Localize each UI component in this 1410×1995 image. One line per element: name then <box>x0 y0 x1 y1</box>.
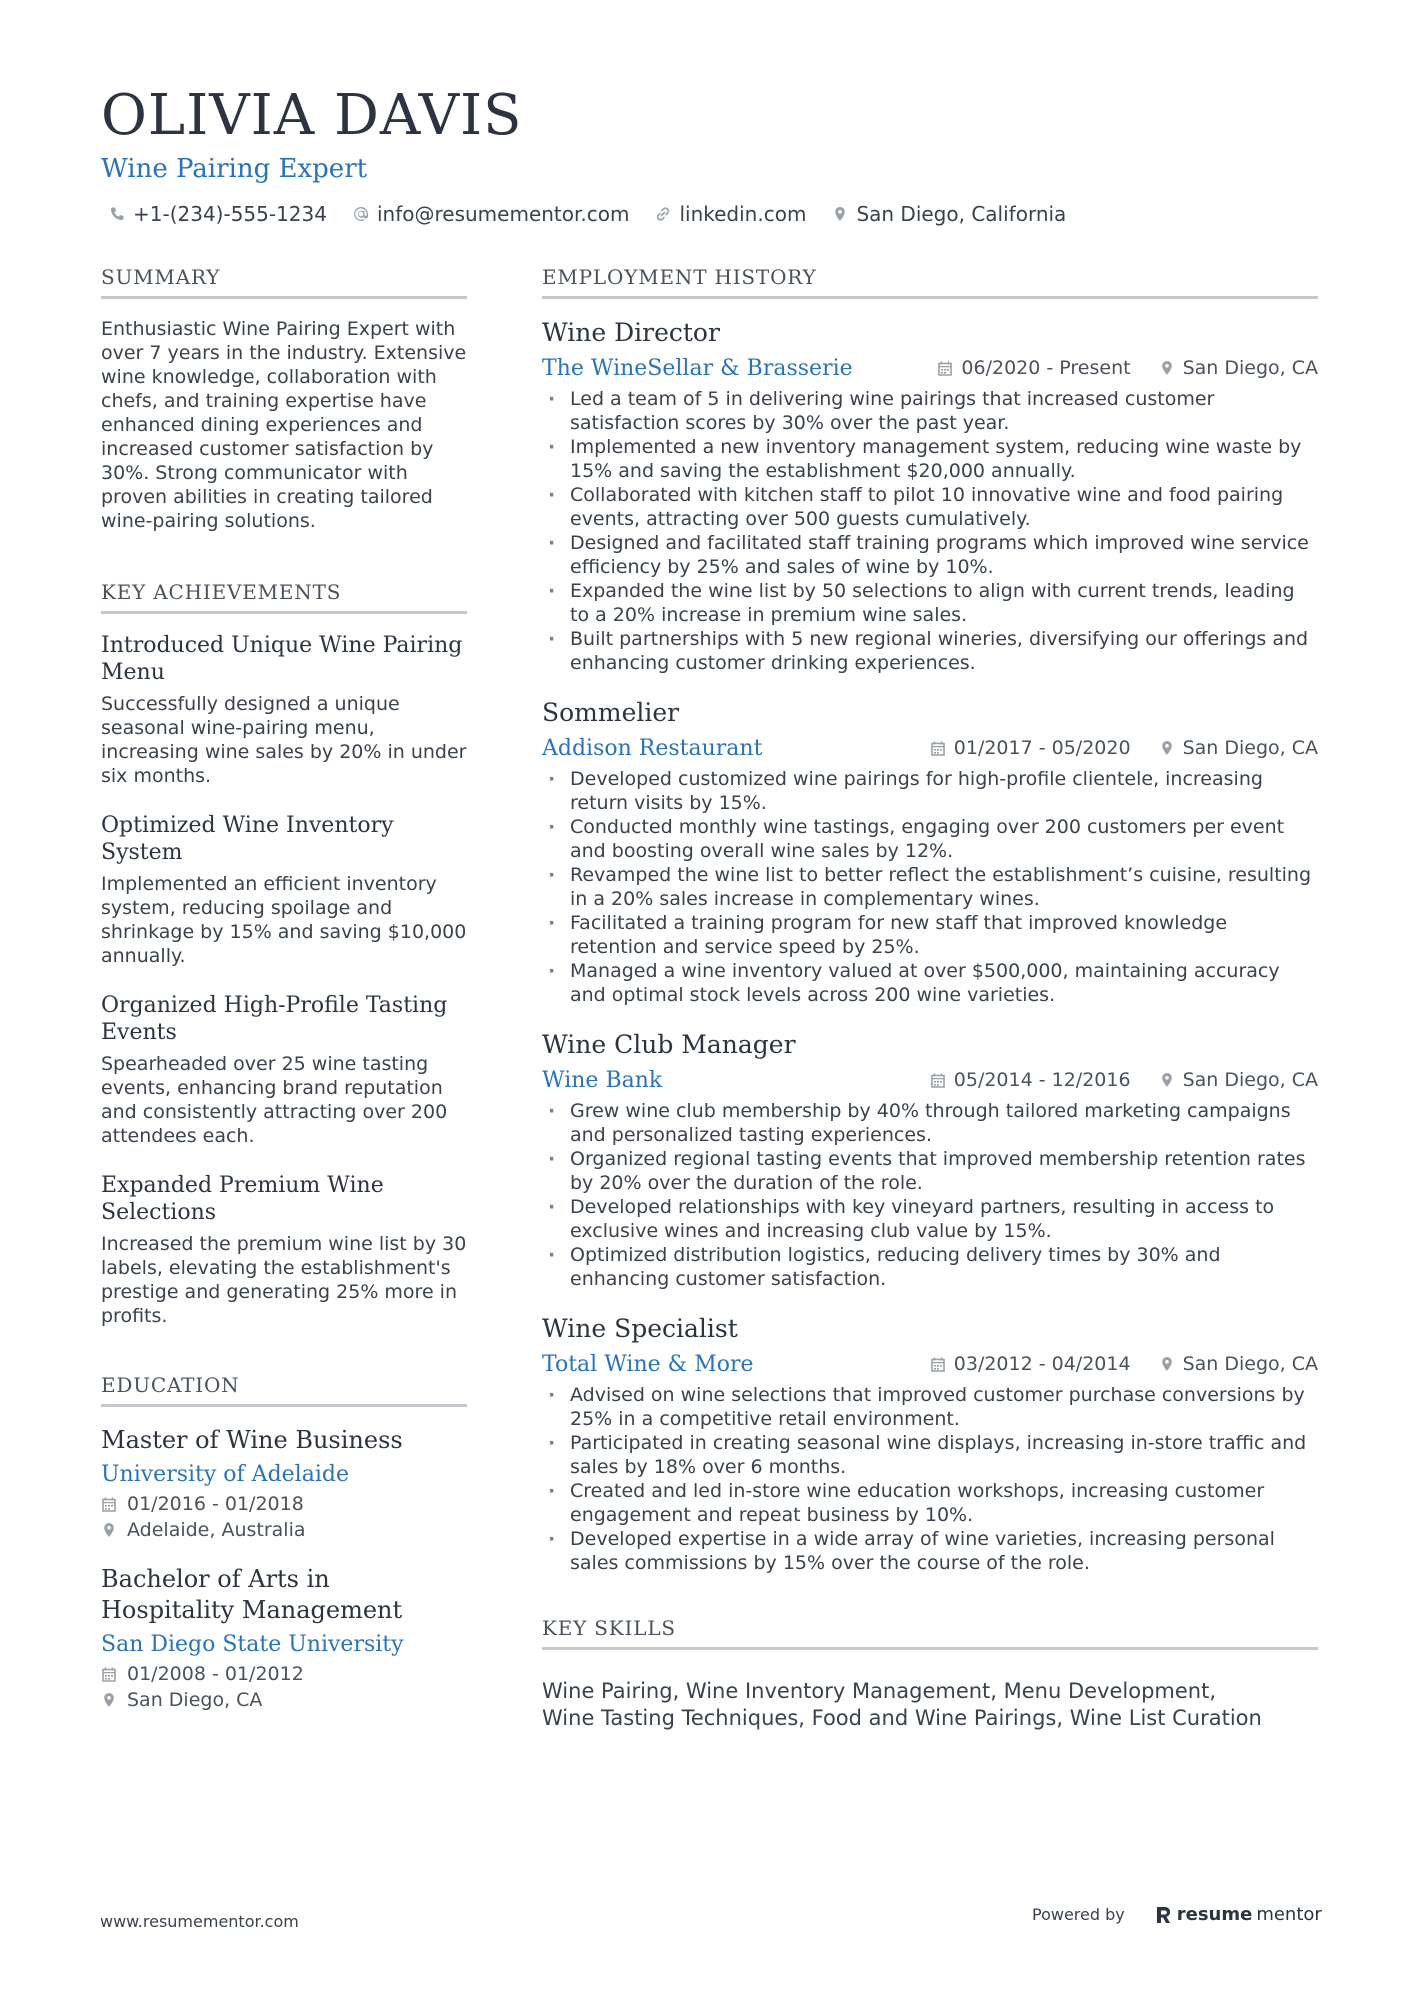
dates-text: 01/2008 - 01/2012 <box>127 1663 304 1685</box>
footer-branding <box>1032 1904 1322 1925</box>
job-bullet: · Implemented a new inventory management system, reducing wine waste by 15% and saving the establishment $20,000 annually. <box>542 435 1318 483</box>
dates-text: 01/2016 - 01/2018 <box>127 1493 304 1515</box>
job-entry <box>542 1313 1318 1575</box>
map-pin-icon <box>101 1692 117 1708</box>
education-location <box>101 1518 467 1542</box>
contact-location <box>832 202 1066 226</box>
map-pin-icon <box>1159 1356 1175 1372</box>
job-bullets <box>542 1383 1318 1575</box>
job-location <box>1159 1069 1318 1091</box>
brand-logo[interactable] <box>1155 1904 1322 1925</box>
job-meta <box>542 353 1318 383</box>
job-bullet: · Facilitated a training program for new staff that improved knowledge retention and service speed by 25%. <box>542 911 1318 959</box>
job-bullet: · Grew wine club membership by 40% through tailored marketing campaigns and personalized tasting experiences. <box>542 1099 1318 1147</box>
achievement-desc: Implemented an efficient inventory system, reducing spoilage and shrinkage by 15% and saving $10,000 annually. <box>101 873 467 967</box>
job-location <box>1159 737 1318 759</box>
degree-title: Bachelor of Arts in Hospitality Management <box>101 1565 403 1624</box>
job-bullet: · Optimized distribution logistics, reducing delivery times by 30% and enhancing customer satisfaction. <box>542 1243 1318 1291</box>
company-name: Wine Bank <box>542 1067 663 1093</box>
job-bullet: · Participated in creating seasonal wine displays, increasing in-store traffic and sales by 18% over 6 months. <box>542 1431 1318 1479</box>
resume-header <box>101 84 1321 226</box>
summary-heading: SUMMARY <box>101 264 467 299</box>
contact-linkedin[interactable] <box>655 202 806 226</box>
contact-bar <box>101 202 1321 226</box>
map-pin-icon <box>1159 360 1175 376</box>
calendar-icon <box>937 360 953 376</box>
achievement-item <box>101 992 467 1148</box>
education-item <box>101 1564 467 1712</box>
achievement-desc: Increased the premium wine list by 30 labels, elevating the establishment's prestige and generating 25% more in profits. <box>101 1233 467 1327</box>
achievement-title: Optimized Wine Inventory System <box>101 813 394 865</box>
job-bullet: · Managed a wine inventory valued at over $500,000, maintaining accuracy and optimal stock levels across 200 wine varieties. <box>542 959 1318 1007</box>
job-bullet: · Advised on wine selections that improved customer purchase conversions by 25% in a competitive retail environment. <box>542 1383 1318 1431</box>
job-role: Sommelier <box>542 698 680 727</box>
achievement-title: Expanded Premium Wine Selections <box>101 1173 384 1225</box>
job-bullet: · Designed and facilitated staff training programs which improved wine service efficiency by 25% and sales of wine by 10%. <box>542 531 1318 579</box>
job-bullet: · Organized regional tasting events that improved membership retention rates by 20% over the duration of the role. <box>542 1147 1318 1195</box>
job-title: Wine Pairing Expert <box>101 154 368 184</box>
calendar-icon <box>930 1072 946 1088</box>
map-pin-icon <box>1159 740 1175 756</box>
job-bullet: · Developed expertise in a wide array of wine varieties, increasing personal sales commissions by 15% over the course of the role. <box>542 1527 1318 1575</box>
brand-name-light: mentor <box>1256 1904 1322 1925</box>
achievement-item <box>101 812 467 968</box>
job-entry <box>542 317 1318 675</box>
skills-text: Wine Pairing, Wine Inventory Management, Menu Development, Wine Tasting Techniques, Food and Wine Pairings, Wine List Curation <box>542 1679 1262 1730</box>
achievement-desc: Spearheaded over 25 wine tasting events, enhancing brand reputation and consistently attracting over 200 attendees each. <box>101 1053 448 1147</box>
job-location <box>1159 1353 1318 1375</box>
phone-text: +1-(234)-555-1234 <box>133 202 327 226</box>
job-location <box>1159 357 1318 379</box>
education-dates <box>101 1662 467 1686</box>
map-pin-icon <box>1159 1072 1175 1088</box>
contact-phone[interactable] <box>109 202 327 226</box>
location-text: San Diego, California <box>856 202 1067 226</box>
education-item <box>101 1425 467 1542</box>
education-dates <box>101 1492 467 1516</box>
achievement-title: Introduced Unique Wine Pairing Menu <box>101 633 463 685</box>
job-dates <box>930 737 1131 759</box>
employment-heading: EMPLOYMENT HISTORY <box>542 264 1318 299</box>
location-text: Adelaide, Australia <box>127 1519 306 1541</box>
phone-icon <box>109 206 125 222</box>
location-text: San Diego, CA <box>1182 1069 1318 1091</box>
contact-email[interactable] <box>353 202 629 226</box>
dates-text: 03/2012 - 04/2014 <box>953 1353 1131 1375</box>
linkedin-text: linkedin.com <box>679 202 807 226</box>
education-location <box>101 1688 467 1712</box>
calendar-icon <box>101 1666 117 1682</box>
resumementor-logo-icon <box>1155 1905 1173 1925</box>
job-entry <box>542 697 1318 1007</box>
footer-website[interactable]: www.resumementor.com <box>100 1912 299 1931</box>
education-list <box>101 1425 467 1712</box>
job-entry <box>542 1029 1318 1291</box>
summary-text: Enthusiastic Wine Pairing Expert with over 7 years in the industry. Extensive wine knowledge, collaboration with chefs, and training expertise have enhanced dining experiences and increased customer satisfaction by 30%. Strong communicator with proven abilities in creating tailored wine-pairing solutions. <box>101 318 467 532</box>
location-text: San Diego, CA <box>1182 737 1318 759</box>
company-name: Addison Restaurant <box>542 735 763 761</box>
job-meta <box>542 1349 1318 1379</box>
company-name: The WineSellar & Brasserie <box>542 355 853 381</box>
skills-heading: KEY SKILLS <box>542 1615 1318 1650</box>
job-role: Wine Director <box>542 318 720 347</box>
job-bullets <box>542 387 1318 675</box>
education-heading: EDUCATION <box>101 1372 467 1407</box>
job-bullet: · Built partnerships with 5 new regional wineries, diversifying our offerings and enhancing customer drinking experiences. <box>542 627 1318 675</box>
job-bullets <box>542 1099 1318 1291</box>
left-column <box>101 264 467 1734</box>
at-icon <box>353 206 369 222</box>
job-bullet: · Conducted monthly wine tastings, engaging over 200 customers per event and boosting overall wine sales by 12%. <box>542 815 1318 863</box>
job-bullet: · Revamped the wine list to better reflect the establishment’s cuisine, resulting in a 20% sales increase in complementary wines. <box>542 863 1318 911</box>
map-pin-icon <box>832 206 848 222</box>
job-meta <box>542 1065 1318 1095</box>
candidate-name: OLIVIA DAVIS <box>101 83 523 148</box>
job-role: Wine Club Manager <box>542 1030 796 1059</box>
degree-title: Master of Wine Business <box>101 1426 403 1454</box>
job-bullet: · Created and led in-store wine education workshops, increasing customer engagement and repeat business by 10%. <box>542 1479 1318 1527</box>
job-bullet: · Expanded the wine list by 50 selections to align with current trends, leading to a 20% increase in premium wine sales. <box>542 579 1318 627</box>
job-bullet: · Developed relationships with key vineyard partners, resulting in access to exclusive wines and increasing club value by 15%. <box>542 1195 1318 1243</box>
job-dates <box>937 357 1130 379</box>
job-dates <box>930 1353 1131 1375</box>
achievement-item <box>101 1172 467 1328</box>
job-dates <box>930 1069 1131 1091</box>
job-role: Wine Specialist <box>542 1314 738 1343</box>
job-bullets <box>542 767 1318 1007</box>
achievements-list <box>101 632 467 1328</box>
dates-text: 01/2017 - 05/2020 <box>953 737 1131 759</box>
company-name: Total Wine & More <box>542 1351 754 1377</box>
job-bullet: · Led a team of 5 in delivering wine pairings that increased customer satisfaction scores by 30% over the past year. <box>542 387 1318 435</box>
dates-text: 06/2020 - Present <box>961 357 1131 379</box>
job-bullet: · Collaborated with kitchen staff to pilot 10 innovative wine and food pairing events, attracting over 500 guests cumulatively. <box>542 483 1318 531</box>
powered-by-label: Powered by <box>1032 1905 1125 1924</box>
email-text: info@resumementor.com <box>376 202 630 226</box>
job-bullet: · Developed customized wine pairings for high-profile clientele, increasing return visits by 15%. <box>542 767 1318 815</box>
dates-text: 05/2014 - 12/2016 <box>953 1069 1131 1091</box>
right-column <box>542 264 1318 1732</box>
job-meta <box>542 733 1318 763</box>
calendar-icon <box>930 740 946 756</box>
location-text: San Diego, CA <box>127 1689 263 1711</box>
school-name: University of Adelaide <box>101 1462 349 1487</box>
school-name: San Diego State University <box>101 1632 404 1657</box>
calendar-icon <box>101 1496 117 1512</box>
location-text: San Diego, CA <box>1182 357 1318 379</box>
calendar-icon <box>930 1356 946 1372</box>
achievement-item <box>101 632 467 788</box>
link-icon <box>655 206 671 222</box>
location-text: San Diego, CA <box>1182 1353 1318 1375</box>
achievements-heading: KEY ACHIEVEMENTS <box>101 579 467 614</box>
map-pin-icon <box>101 1522 117 1538</box>
achievement-desc: Successfully designed a unique seasonal wine-pairing menu, increasing wine sales by 20% in under six months. <box>101 693 467 787</box>
brand-name-bold: resume <box>1176 1904 1253 1925</box>
achievement-title: Organized High-Profile Tasting Events <box>101 993 448 1045</box>
